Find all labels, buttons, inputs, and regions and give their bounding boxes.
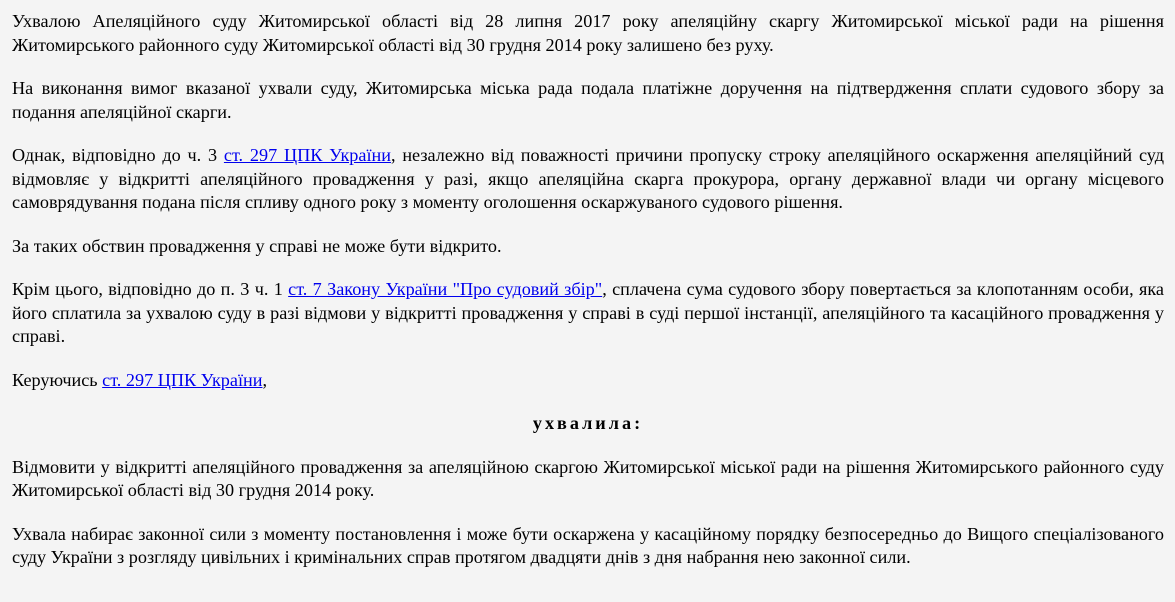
paragraph-6-text-after: , [262,369,268,390]
resolution-heading: ухвалила: [532,413,644,433]
paragraph-4: За таких обствин провадження у справі не може бути відкрито. [12,235,502,256]
link-art-297-cpc[interactable]: ст. 297 ЦПК України [223,145,391,165]
link-art-7-court-fee-law[interactable]: ст. 7 Закону України "Про судовий збір" [288,279,603,299]
paragraph-8: Ухвала набирає законної сили з моменту постановлення і може бути оскаржена у касаційному порядку безпосередньо до Вищого спеціалізованого суду України з розгляду цивільних і кримінальних справ протягом двадцяти днів з дня набрання нею законної сили. [12,523,1164,567]
document-body [12,10,1164,590]
link-art-297-cpc-2[interactable]: ст. 297 ЦПК України [102,369,263,390]
paragraph-5-text-after: , сплачена сума судового збору повертається за клопотанням особи, яка його сплатила за ухвалою суду в разі відмови у відкритті провадження у справі в суді першої інстанції, апеляційного та касаційного провадження у справі. [12,279,1165,346]
paragraph-7: Відмовити у відкритті апеляційного провадження за апеляційною скаргою Житомирської міської ради на рішення Житомирського районного суду Житомирської області від 30 грудня 2014 року. [12,456,1164,500]
paragraph-3-text-before: Однак, відповідно до ч. 3 [12,145,224,165]
paragraph-5 [12,278,1164,349]
paragraph-1: Ухвалою Апеляційного суду Житомирської області від 28 липня 2017 року апеляційну скаргу Житомирської міської ради на рішення Житомирського районного суду Житомирської області від 30 грудня 2014 року залишено без руху. [12,11,1164,55]
paragraph-3-text-after: , незалежно від поважності причини пропуску строку апеляційного оскарження апеляційний суд відмовляє у відкритті апеляційного провадження у разі, якщо апеляційна скарга прокурора, органу державної влади чи органу місцевого самоврядування подана після спливу одного року з моменту оголошення оскаржуваного судового рішення. [12,145,1164,212]
paragraph-3 [12,144,1164,215]
paragraph-6-text-before: Керуючись [12,369,103,390]
paragraph-6 [12,369,1164,393]
paragraph-2: На виконання вимог вказаної ухвали суду, Житомирська міська рада подала платіжне доручення на підтвердження сплати судового збору за подання апеляційної скарги. [12,78,1164,122]
paragraph-5-text-before: Крім цього, відповідно до п. 3 ч. 1 [12,279,289,299]
